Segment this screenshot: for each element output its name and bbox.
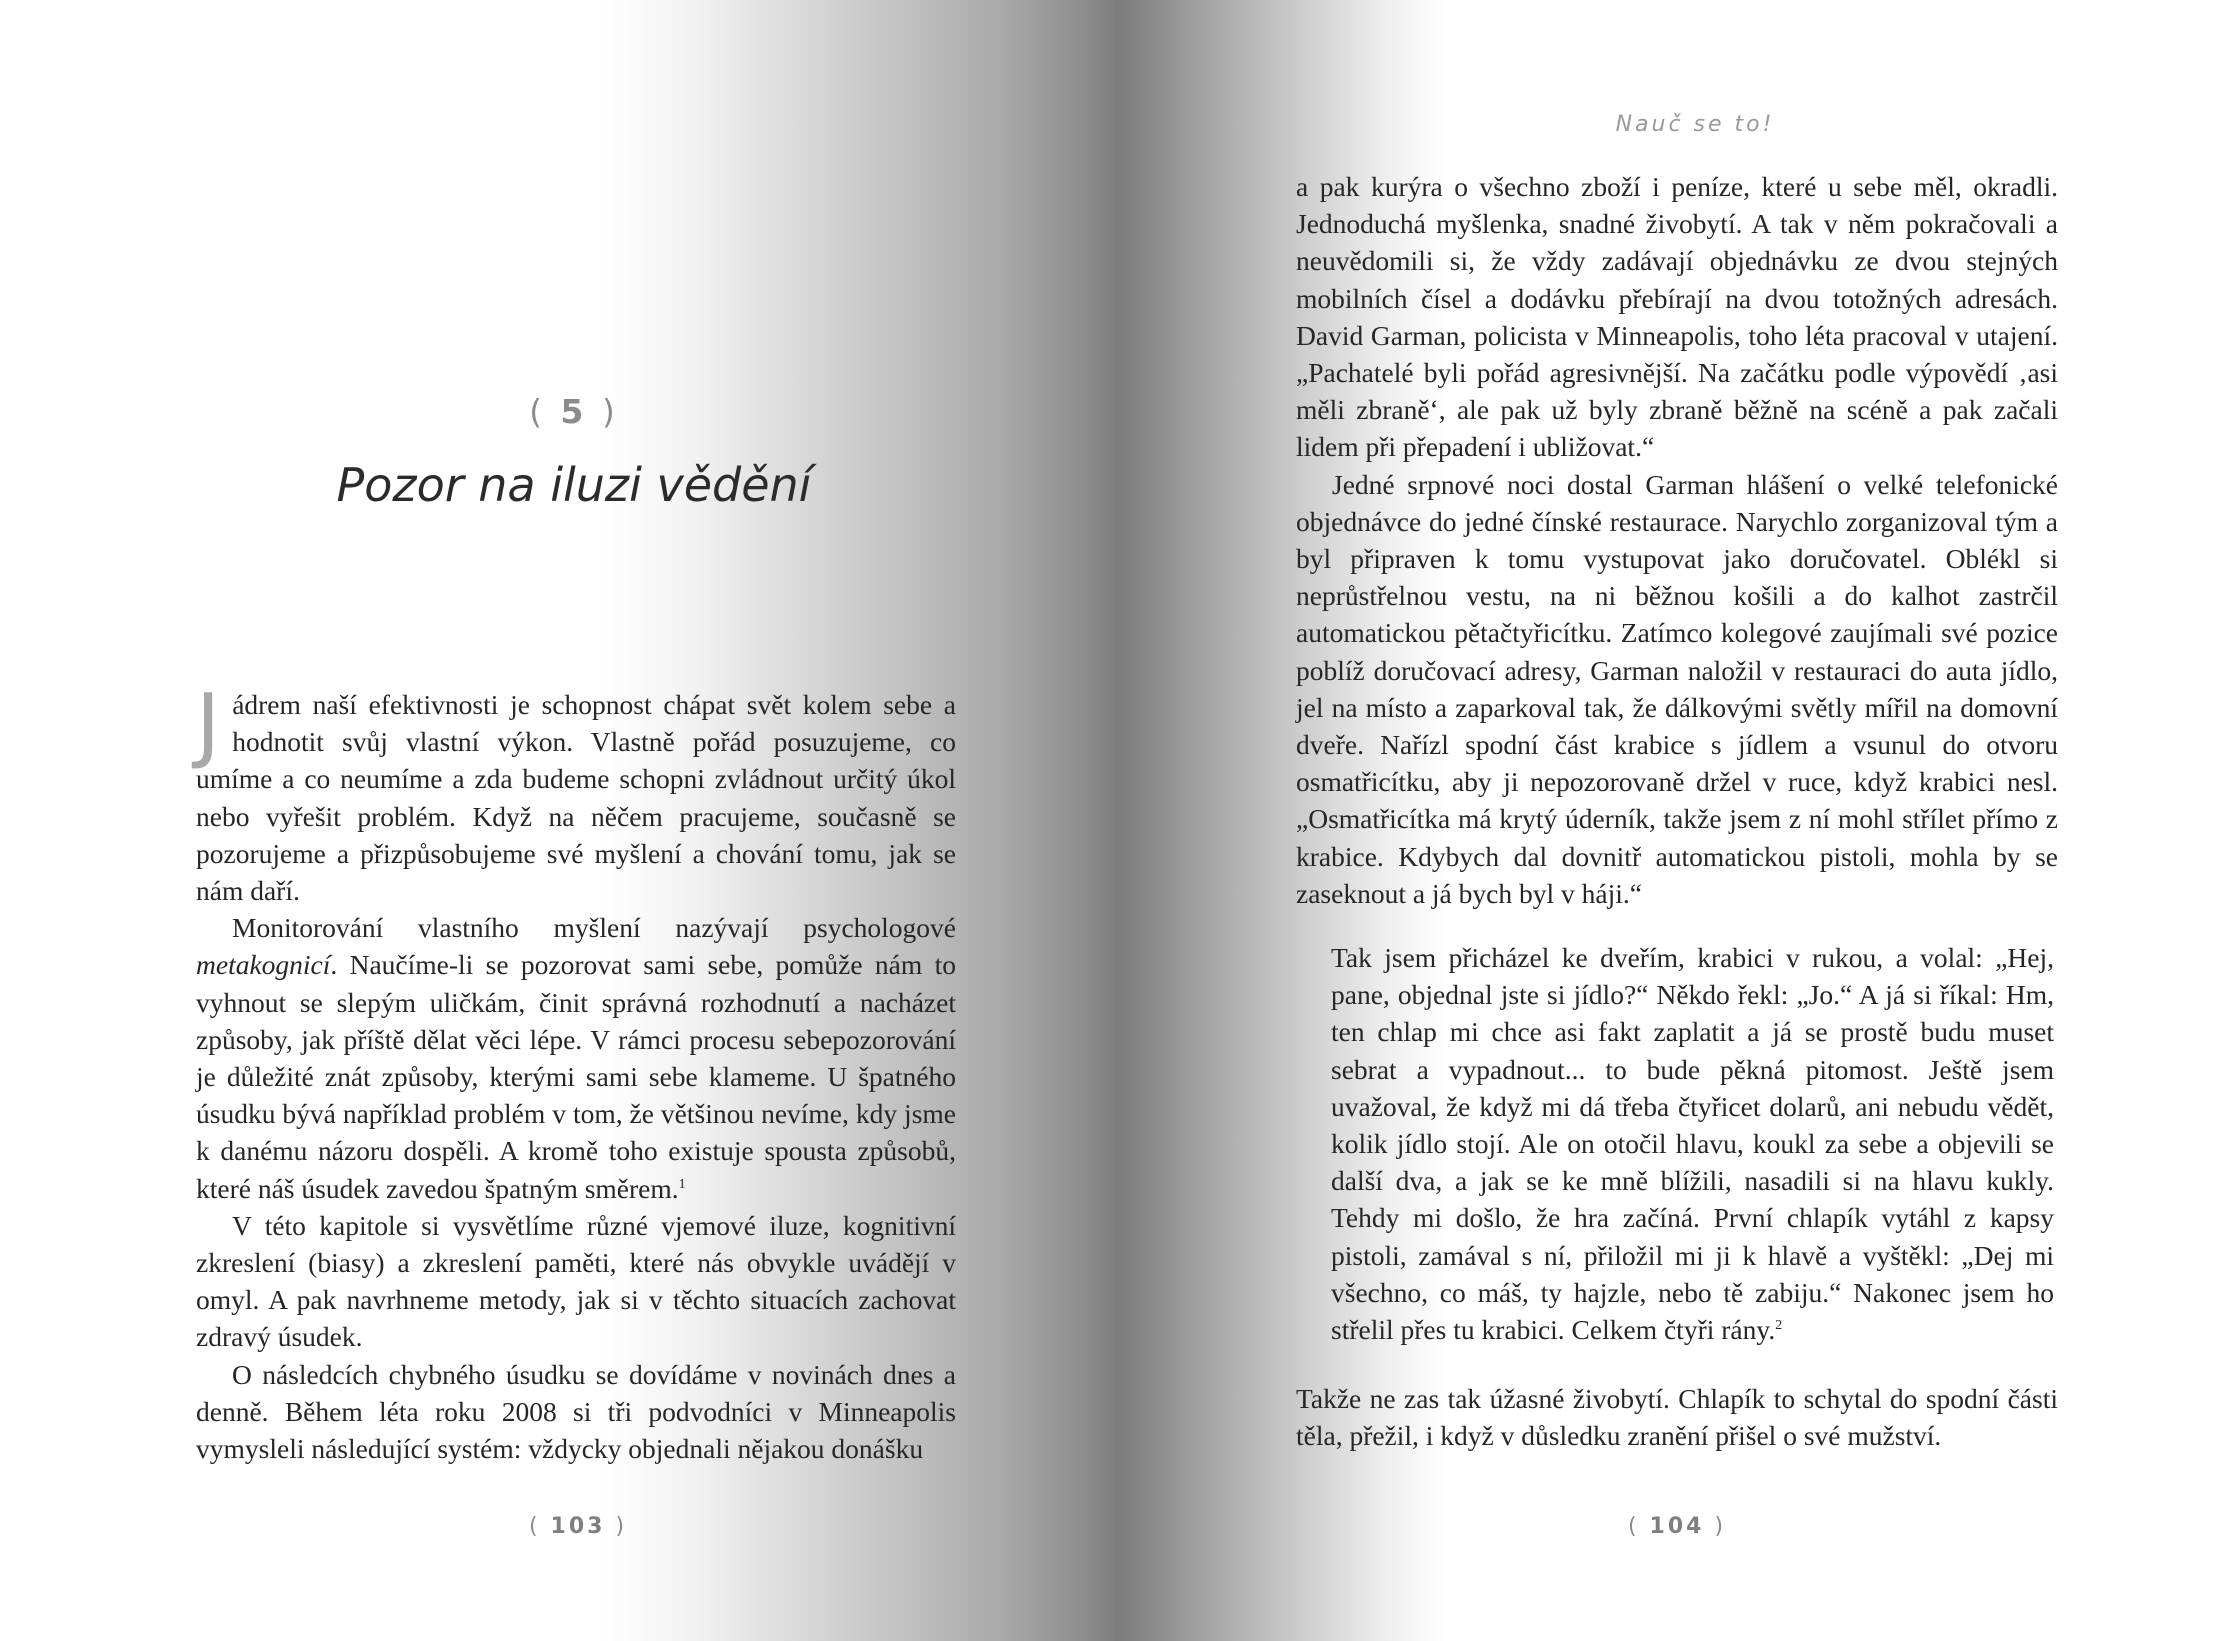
page-number-right xyxy=(1577,1514,1777,1539)
paragraph-4: O následcích chybného úsudku se dovídáme v novinách dnes a denně. Během léta roku 2008 si tři podvodníci v Minneapolis vymysleli následující systém: vždycky objednali nějakou donášku xyxy=(196,1358,956,1465)
footnote-ref-2[interactable]: 2 xyxy=(1775,1317,1783,1333)
paragraph-2-start: Monitorování vlastního myšlení nazývají psychologové xyxy=(232,912,956,944)
chapter-open-paren: ( xyxy=(529,392,547,431)
paragraph-r1: a pak kurýra o všechno zboží i peníze, které u sebe měl, okradli. Jednoduchá myšlenka, snadné živobytí. A tak v něm pokračovali a neuvědomili si, že vždy zadávají objednávku ze dvou stejných mobilních čísel a dodávku přebírají na dvou totožných adresách. David Garman, policista v Minneapolis, toho léta pracoval v utajení. „Pachatelé byli pořád agresivnější. Na začátku podle výpovědí ‚asi měli zbraně‘, ale pak už byly zbraně běžně na scéně a pak začali lidem při přepadení i ubližovat.“ xyxy=(1296,171,2058,463)
chapter-close-paren: ) xyxy=(601,392,619,431)
block-quote xyxy=(1331,939,2054,1348)
running-head: Nauč se to! xyxy=(1615,112,1775,137)
chapter-number-value: 5 xyxy=(560,392,588,431)
chapter-number xyxy=(0,392,1148,431)
paragraph-2-end: . Naučíme-li se pozorovat sami sebe, pomůže nám to vyhnout se slepým uličkám, činit správná rozhodnutí a nacházet způsoby, jak příště dělat věci lépe. V rámci procesu sebepozorování je důležité znát způsoby, kterými sami sebe klameme. U špatného úsudku bývá například problém v tom, že většinou nevíme, kdy jsme k danému názoru dospěli. A kromě toho existuje spousta způsobů, které náš úsudek zavedou špatným směrem. xyxy=(196,949,956,1204)
folio-right-number: 104 xyxy=(1649,1514,1705,1539)
folio-left-number: 103 xyxy=(550,1514,606,1539)
folio-left-open: ( xyxy=(528,1514,541,1539)
paragraph-r2: Jedné srpnové noci dostal Garman hlášení o velké telefonické objednávce do jedné čínské restaurace. Narychlo zorganizoval tým a byl připraven k tomu vystupovat jako doručovatel. Oblékl si neprůstřelnou vestu, na ni běžnou košili a do kalhot zastrčil automatickou pětačtyřicítku. Zatímco kolegové zaujímali své pozice poblíž doručovací adresy, Garman naložil v restauraci do auta jídlo, jel na místo a zaparkoval tak, že dálkovými světly mířil na domovní dveře. Nařízl spodní část krabice s jídlem a vsunul do otvoru osmatřicítku, aby ji nepozorovaně držel v ruce, když krabici nesl. „Osmatřicítka má krytý úderník, takže jsem z ní mohl střílet přímo z krabice. Kdybych dal dovnitř automatickou pistoli, mohla by se zaseknout a já bych byl v háji.“ xyxy=(1296,468,2058,909)
chapter-title: Pozor na iluzi vědění xyxy=(336,458,812,512)
page-number-left xyxy=(478,1514,678,1539)
right-page-closing xyxy=(1296,1380,2058,1454)
folio-right-close: ) xyxy=(1714,1514,1727,1539)
folio-left-close: ) xyxy=(615,1514,628,1539)
folio-right-open: ( xyxy=(1627,1514,1640,1539)
paragraph-1 xyxy=(196,677,956,909)
block-quote-text xyxy=(1331,939,2054,1348)
quote-body: Tak jsem přicházel ke dveřím, krabici v rukou, a volal: „Hej, pane, objednal jste si jídlo?“ Někdo řekl: „Jo.“ A já si říkal: Hm, ten chlap mi chce asi fakt zaplatit a já se prostě budu muset sebrat a vypadnout... to bude pěkná pitomost. Ještě jsem uvažoval, že když mi dá třeba čtyřicet dolarů, ani nebudu vědět, kolik jídlo stojí. Ale on otočil hlavu, koukl za sebe a objevili se další dva, a jak se ke mně blížili, nasadili si na hlavu kukly. Tehdy mi došlo, že hra začíná. První chlapík vytáhl z kapsy pistoli, zamával s ní, přiložil mi ji k hlavě a vyštěkl: „Dej mi všechno, co máš, ty hajzle, nebo tě zabiju.“ Nakonec jsem ho střelil přes tu krabici. Celkem čtyři rány. xyxy=(1331,942,2054,1346)
left-page-text xyxy=(196,677,956,1467)
paragraph-3: V této kapitole si vysvětlíme různé vjemové iluze, kognitivní zkreslení (biasy) a zkreslení paměti, které nás obvykle uvádějí v omyl. A pak navrhneme metody, jak si v těchto situacích zachovat zdravý úsudek. xyxy=(196,1209,956,1353)
term-metakognice: metakognicí xyxy=(196,949,331,981)
drop-cap: J xyxy=(196,677,221,772)
paragraph-r3: Takže ne zas tak úžasné živobytí. Chlapík to schytal do spodní části těla, přežil, i když v důsledku zranění přišel o své mužství. xyxy=(1296,1383,2058,1452)
paragraph-2 xyxy=(196,909,956,1207)
right-page-text xyxy=(1296,168,2058,912)
paragraph-1-text: ádrem naší efektivnosti je schopnost chápat svět kolem sebe a hodnotit svůj vlastní výkon. Vlastně pořád posuzujeme, co umíme a co neumíme a zda budeme schopni zvládnout určitý úkol nebo vyřešit problém. Když na něčem pracujeme, současně se pozorujeme a přizpůsobujeme své myšlení a chování tomu, jak se nám daří. xyxy=(196,689,956,907)
footnote-ref-1[interactable]: 1 xyxy=(678,1176,686,1192)
